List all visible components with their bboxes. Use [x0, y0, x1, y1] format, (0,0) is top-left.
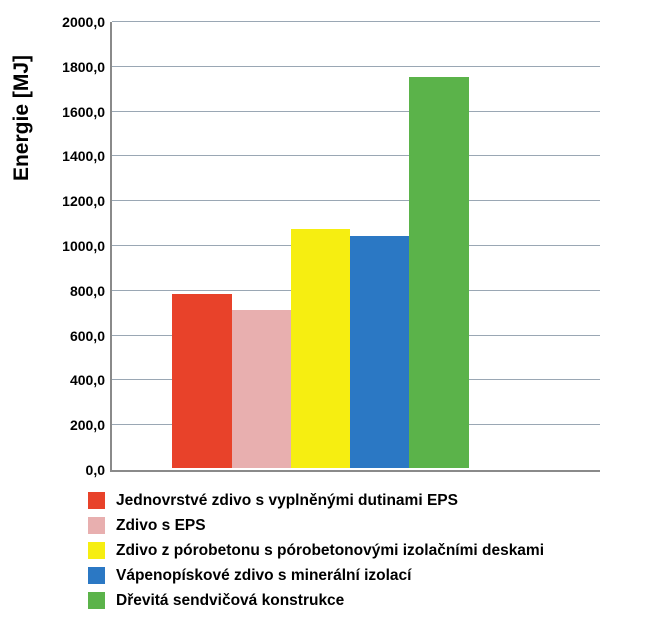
legend-swatch-icon — [88, 492, 105, 509]
y-axis-tick-label: 200,0 — [69, 417, 105, 434]
bar — [232, 310, 291, 468]
axes — [62, 14, 600, 478]
legend-item — [88, 513, 648, 538]
bar-series — [114, 22, 600, 468]
y-axis-tick-label: 1000,0 — [62, 238, 105, 254]
y-axis-tick-label: 800,0 — [69, 282, 105, 299]
chart-legend — [88, 488, 648, 613]
bar — [409, 77, 468, 468]
y-axis-tick-label: 1200,0 — [62, 193, 105, 210]
legend-item — [88, 488, 648, 513]
legend-item — [88, 538, 648, 563]
y-axis-tick-label: 0,0 — [85, 462, 105, 478]
legend-item-label: Jednovrstvé zdivo s vyplněnými dutinami EPS — [116, 491, 458, 509]
y-axis-tick-label: 1800,0 — [62, 58, 105, 75]
y-axis-tick-label: 1400,0 — [62, 148, 105, 165]
legend-item-label: Vápenopískové zdivo s minerální izolací — [116, 566, 412, 584]
legend-item-label: Zdivo z pórobetonu s pórobetonovými izolačními deskami — [116, 541, 545, 559]
plot-area — [62, 14, 600, 478]
y-axis-tick-label: 600,0 — [69, 327, 105, 344]
legend-item-label: Dřevitá sendvičová konstrukce — [116, 591, 345, 609]
legend-item-label: Zdivo s EPS — [116, 516, 206, 534]
legend-swatch-icon — [88, 542, 105, 559]
bar — [172, 294, 231, 468]
legend-swatch-icon — [88, 517, 105, 534]
legend-swatch-icon — [88, 567, 105, 584]
bar — [350, 236, 409, 468]
legend-swatch-icon — [88, 592, 105, 609]
bar — [291, 229, 350, 468]
y-axis-tick-label: 2000,0 — [62, 14, 105, 30]
legend-item — [88, 563, 648, 588]
y-axis-tick-label: 400,0 — [69, 372, 105, 389]
legend-item — [88, 588, 648, 613]
y-axis-tick-label: 1600,0 — [62, 103, 105, 120]
y-axis-title: Energie [MJ] — [9, 54, 33, 182]
